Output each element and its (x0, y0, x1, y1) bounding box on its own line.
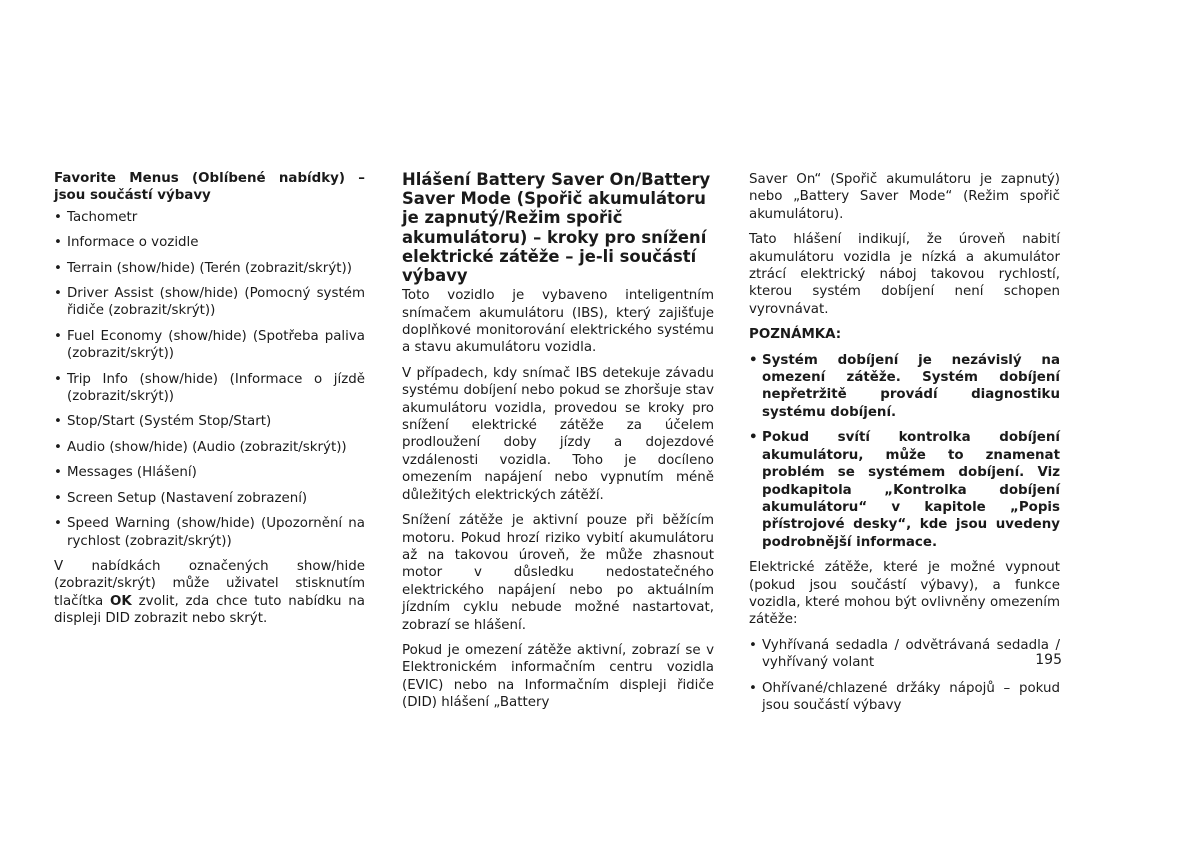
paragraph: Tato hlášení indikují, že úroveň nabití akumulátoru vozidla je nízká a akumulátor ztrácí elektrický náboj takovou rychlostí, kterou systém dobíjení není schopen vyrovnávat. (749, 232, 1060, 317)
load-list (749, 637, 1060, 715)
favorite-menus-list (54, 209, 365, 550)
middle-column (402, 170, 714, 720)
favorite-menus-heading: Favorite Menus (Oblíbené nabídky) – jsou součástí výbavy (54, 171, 365, 204)
paragraph: Elektrické zátěže, které je možné vypnout (pokud jsou součástí výbavy), a funkce vozidla, které mohou být ovlivněny omezením zátěže: (749, 560, 1060, 628)
paragraph: Toto vozidlo je vybaveno inteligentním snímačem akumulátoru (IBS), který zajišťuje doplňkové monitorování elektrického systému a stavu akumulátoru vozidla. (402, 288, 714, 356)
section-heading: Hlášení Battery Saver On/Battery Saver Mode (Spořič akumulátoru je zapnutý/Režim spořič akumulátoru) – kroky pro snížení elektrické zátěže – je-li součástí výbavy (402, 170, 711, 286)
left-column (54, 170, 365, 636)
paragraph: V případech, kdy snímač IBS detekuje závadu systému dobíjení nebo pokud se zhoršuje stav akumulátoru vozidla, provedou se kroky pro snížení elektrické zátěže za účelem prodloužení doby jízdy a dojezdové vzdálenosti vozidla. Toho je docíleno omezením napájení nebo vypnutím méně důležitých elektrických zátěží. (402, 365, 714, 503)
list-item: • Fuel Economy (show/hide) (Spotřeba paliva (zobrazit/skrýt)) (54, 328, 365, 363)
paragraph-text: zvolit, zda chce tuto nabídku na displeji DID zobrazit nebo skrýt. (54, 593, 365, 627)
paragraph: Saver On“ (Spořič akumulátoru je zapnutý) nebo „Battery Saver Mode“ (Režim spořič akumulátoru). (749, 172, 1060, 222)
list-item: • Audio (show/hide) (Audio (zobrazit/skrýt)) (54, 439, 365, 456)
list-item: • Tachometr (54, 209, 365, 226)
note-item: • Systém dobíjení je nezávislý na omezení zátěže. Systém dobíjení nepřetržitě provádí diagnostiku systému dobíjení. (749, 352, 1060, 422)
paragraph: Pokud je omezení zátěže aktivní, zobrazí se v Elektronickém informačním centru vozidla (EVIC) nebo na Informačním displeji řidiče (DID) hlášení „Battery (402, 642, 714, 711)
note-heading: POZNÁMKA: (749, 327, 842, 343)
list-item: • Stop/Start (Systém Stop/Start) (54, 413, 365, 430)
page-number: 195 (1035, 652, 1062, 668)
list-item: • Speed Warning (show/hide) (Upozornění na rychlost (zobrazit/skrýt)) (54, 515, 365, 550)
list-item: • Ohřívané/chlazené držáky nápojů – pokud jsou součástí výbavy (749, 680, 1060, 715)
list-item: • Trip Info (show/hide) (Informace o jízdě (zobrazit/skrýt)) (54, 371, 365, 406)
list-item: • Terrain (show/hide) (Terén (zobrazit/skrýt)) (54, 260, 365, 277)
paragraph-text: V nabídkách označených show/hide (zobrazit/skrýt) může uživatel stisknutím tlačítka (54, 558, 365, 609)
paragraph: Snížení zátěže je aktivní pouze při běžícím motoru. Pokud hrozí riziko vybití akumulátoru až na takovou úroveň, že může zhasnout motor v důsledku nedostatečného elektrického napájení nebo po aktuálním jízdním cyklu nebude možné nastartovat, zobrazí se hlášení. (402, 513, 714, 633)
ok-button-label: OK (110, 593, 132, 609)
note-item: • Pokud svítí kontrolka dobíjení akumulátoru, může to znamenat problém se systémem dobíjení. Viz podkapitola „Kontrolka dobíjení akumulátoru“ v kapitole „Popis přístrojové desky“, kde jsou uvedeny podrobnější informace. (749, 429, 1060, 551)
list-item: • Vyhřívaná sedadla / odvětrávaná sedadla / vyhřívaný volant (749, 637, 1060, 672)
note-list (749, 352, 1060, 551)
list-item: • Messages (Hlášení) (54, 464, 365, 481)
show-hide-paragraph (54, 558, 365, 628)
list-item: • Screen Setup (Nastavení zobrazení) (54, 490, 365, 507)
list-item: • Informace o vozidle (54, 234, 365, 251)
list-item: • Driver Assist (show/hide) (Pomocný systém řidiče (zobrazit/skrýt)) (54, 285, 365, 320)
right-column (749, 171, 1060, 722)
